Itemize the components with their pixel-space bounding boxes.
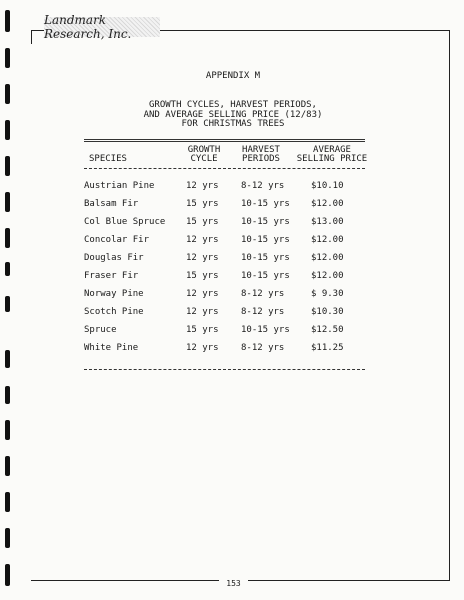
growth-cell: 12 yrs bbox=[186, 181, 219, 191]
harvest-cell: 10-15 yrs bbox=[241, 235, 290, 245]
title-line-2: AND AVERAGE SELLING PRICE (12/83) bbox=[143, 110, 323, 120]
company-logo: Landmark Research, Inc. bbox=[44, 17, 160, 37]
page-number: 153 bbox=[226, 579, 241, 588]
harvest-cell: 10-15 yrs bbox=[241, 199, 290, 209]
price-cell: $12.00 bbox=[311, 271, 344, 281]
growth-cell: 15 yrs bbox=[186, 271, 219, 281]
price-cell: $12.50 bbox=[311, 325, 344, 335]
header-harvest-line1: HARVEST bbox=[242, 145, 280, 155]
frame-right-rule bbox=[449, 30, 450, 581]
header-price-line1: AVERAGE bbox=[313, 145, 351, 155]
species-cell: Spruce bbox=[84, 325, 117, 335]
header-species: SPECIES bbox=[89, 154, 127, 164]
price-cell: $12.00 bbox=[311, 235, 344, 245]
price-cell: $10.10 bbox=[311, 181, 344, 191]
header-growth-line1: GROWTH bbox=[187, 145, 221, 155]
species-cell: Col Blue Spruce bbox=[84, 217, 166, 227]
header-growth-line2: CYCLE bbox=[190, 154, 218, 164]
harvest-cell: 10-15 yrs bbox=[241, 217, 290, 227]
price-cell: $12.00 bbox=[311, 199, 344, 209]
growth-cell: 12 yrs bbox=[186, 235, 219, 245]
species-cell: Douglas Fir bbox=[84, 253, 144, 263]
harvest-cell: 10-15 yrs bbox=[241, 271, 290, 281]
growth-cell: 15 yrs bbox=[186, 217, 219, 227]
growth-cell: 12 yrs bbox=[186, 253, 219, 263]
growth-cell: 12 yrs bbox=[186, 289, 219, 299]
harvest-cell: 8-12 yrs bbox=[241, 289, 285, 299]
species-cell: Concolar Fir bbox=[84, 235, 150, 245]
harvest-cell: 8-12 yrs bbox=[241, 181, 285, 191]
header-price-line2: SELLING PRICE bbox=[296, 154, 368, 164]
table-bottom-rule bbox=[84, 369, 365, 370]
species-cell: Austrian Pine bbox=[84, 181, 155, 191]
species-cell: Norway Pine bbox=[84, 289, 144, 299]
price-cell: $13.00 bbox=[311, 217, 344, 227]
growth-cell: 15 yrs bbox=[186, 199, 219, 209]
species-cell: Scotch Pine bbox=[84, 307, 144, 317]
species-cell: Fraser Fir bbox=[84, 271, 139, 281]
price-cell: $10.30 bbox=[311, 307, 344, 317]
appendix-label: APPENDIX M bbox=[205, 71, 261, 81]
harvest-cell: 8-12 yrs bbox=[241, 343, 285, 353]
table-top-double-rule bbox=[84, 139, 365, 142]
header-divider bbox=[84, 168, 365, 169]
frame-left-rule bbox=[31, 30, 32, 44]
growth-cell: 12 yrs bbox=[186, 307, 219, 317]
title-line-3: FOR CHRISTMAS TREES bbox=[181, 119, 285, 129]
title-line-1: GROWTH CYCLES, HARVEST PERIODS, bbox=[149, 100, 317, 110]
species-cell: White Pine bbox=[84, 343, 139, 353]
header-harvest-line2: PERIODS bbox=[242, 154, 280, 164]
harvest-cell: 10-15 yrs bbox=[241, 253, 290, 263]
species-cell: Balsam Fir bbox=[84, 199, 139, 209]
growth-cell: 12 yrs bbox=[186, 343, 219, 353]
price-cell: $12.00 bbox=[311, 253, 344, 263]
growth-cell: 15 yrs bbox=[186, 325, 219, 335]
harvest-cell: 8-12 yrs bbox=[241, 307, 285, 317]
price-cell: $11.25 bbox=[311, 343, 344, 353]
frame-bottom-rule-left bbox=[31, 580, 219, 581]
harvest-cell: 10-15 yrs bbox=[241, 325, 290, 335]
price-cell: $ 9.30 bbox=[311, 289, 344, 299]
frame-bottom-rule-right bbox=[248, 580, 450, 581]
